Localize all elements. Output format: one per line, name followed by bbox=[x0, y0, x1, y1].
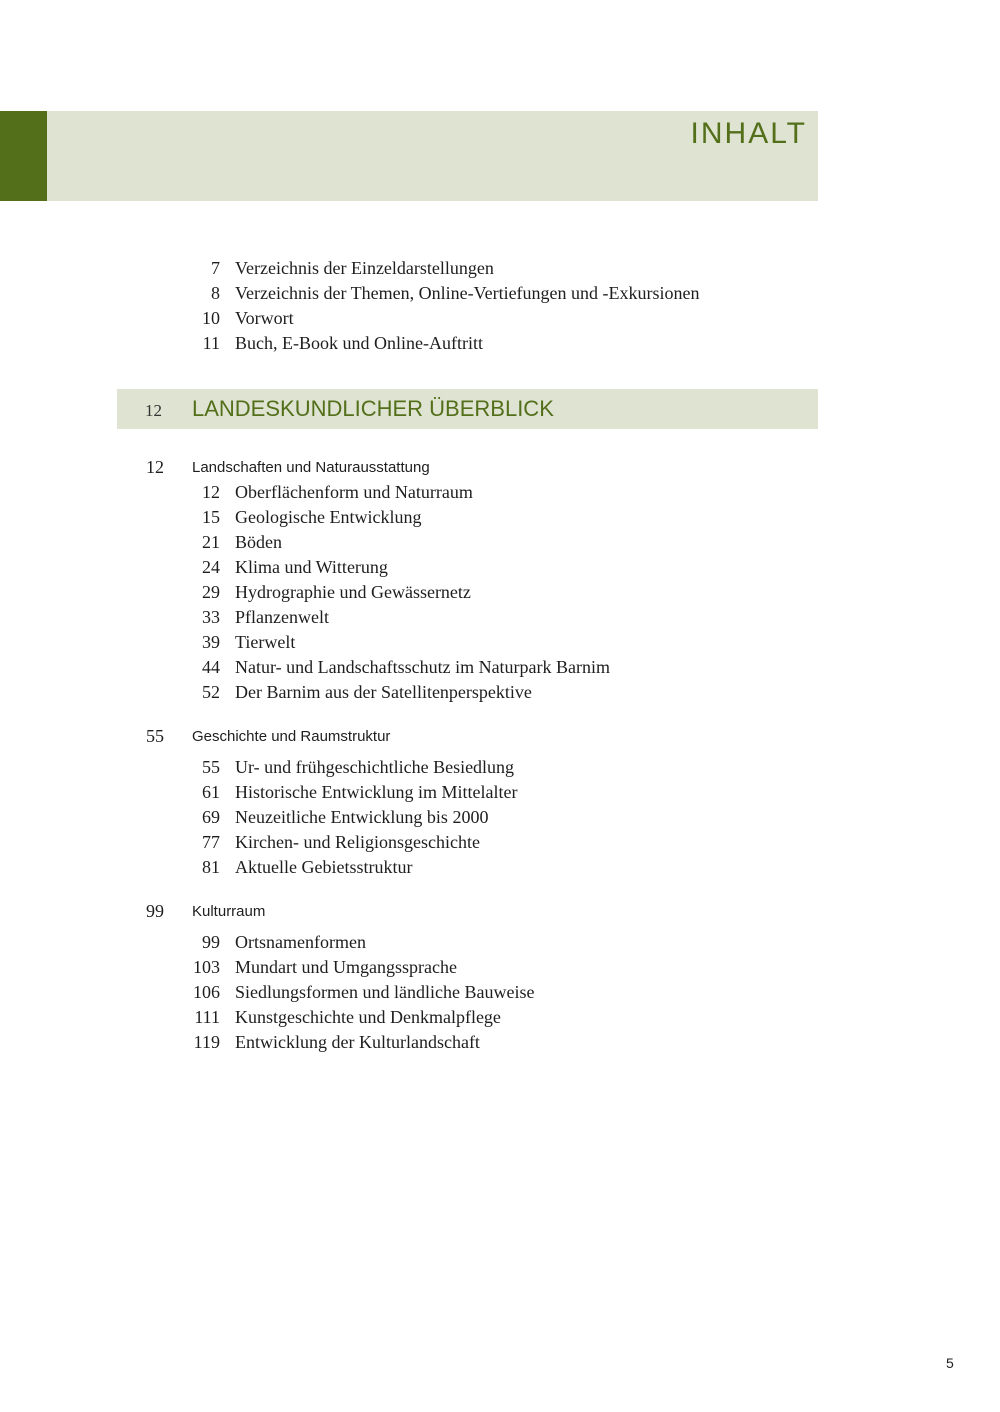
group-title: Landschaften und Naturausstattung bbox=[192, 459, 430, 476]
page-title: INHALT bbox=[690, 117, 807, 150]
toc-page-number: 61 bbox=[202, 782, 220, 802]
toc-entry-title: Kunstgeschichte und Denkmalpflege bbox=[235, 1007, 501, 1027]
toc-page-number: 29 bbox=[202, 582, 220, 602]
toc-entry-title: Mundart und Umgangssprache bbox=[235, 957, 457, 977]
toc-entry-title: Kirchen- und Religionsgeschichte bbox=[235, 832, 480, 852]
toc-page-number: 106 bbox=[193, 982, 220, 1002]
toc-page-number: 8 bbox=[211, 283, 220, 303]
toc-page-number: 39 bbox=[202, 632, 220, 652]
toc-page-number: 99 bbox=[202, 932, 220, 952]
toc-entry-title: Natur- und Landschaftsschutz im Naturpark Barnim bbox=[235, 657, 611, 677]
toc-page-number: 77 bbox=[202, 832, 220, 852]
toc-entry-title: Vorwort bbox=[235, 308, 294, 328]
toc-page-number: 11 bbox=[202, 333, 220, 353]
header-band bbox=[0, 111, 818, 201]
toc-entry-title: Buch, E-Book und Online-Auftritt bbox=[235, 333, 483, 353]
toc-entry-title: Entwicklung der Kulturlandschaft bbox=[235, 1032, 480, 1052]
toc-entry-title: Siedlungsformen und ländliche Bauweise bbox=[235, 982, 535, 1002]
section-title: LANDESKUNDLICHER ÜBERBLICK bbox=[192, 396, 554, 421]
toc-entry-title: Böden bbox=[235, 532, 282, 552]
page-number: 5 bbox=[946, 1355, 954, 1371]
toc-entry-title: Oberflächenform und Naturraum bbox=[235, 482, 473, 502]
toc-page-number: 52 bbox=[202, 682, 220, 702]
toc-entry-title: Klima und Witterung bbox=[235, 557, 388, 577]
toc-entry-title: Tierwelt bbox=[235, 632, 296, 652]
group-title: Kulturraum bbox=[192, 903, 266, 920]
toc-page-number: 119 bbox=[193, 1032, 220, 1052]
toc-entry-title: Verzeichnis der Themen, Online-Vertiefungen und -Exkursionen bbox=[235, 283, 700, 303]
toc-entry-title: Ur- und frühgeschichtliche Besiedlung bbox=[235, 757, 515, 777]
toc-page-number: 55 bbox=[202, 757, 220, 777]
toc-page-number: 10 bbox=[202, 308, 220, 328]
toc-page-number: 12 bbox=[202, 482, 220, 502]
section-heading[interactable] bbox=[117, 389, 818, 429]
toc-page-number: 111 bbox=[194, 1007, 220, 1027]
toc-page-number: 21 bbox=[202, 532, 220, 552]
toc-entry-title: Hydrographie und Gewässernetz bbox=[235, 582, 471, 602]
toc-entry-title: Der Barnim aus der Satellitenperspektive bbox=[235, 682, 532, 702]
group-title: Geschichte und Raumstruktur bbox=[192, 728, 391, 745]
group-page-number: 55 bbox=[146, 726, 164, 746]
toc-page-number: 44 bbox=[202, 657, 220, 677]
toc-page-number: 15 bbox=[202, 507, 220, 527]
section-page-number: 12 bbox=[145, 401, 162, 420]
toc-entry-title: Geologische Entwicklung bbox=[235, 507, 422, 527]
header-accent-bar bbox=[0, 111, 47, 201]
group-page-number: 99 bbox=[146, 901, 164, 921]
toc-entry-title: Pflanzenwelt bbox=[235, 607, 329, 627]
group-page-number: 12 bbox=[146, 457, 164, 477]
toc-entry-title: Verzeichnis der Einzeldarstellungen bbox=[235, 258, 494, 278]
toc-entry-title: Ortsnamenformen bbox=[235, 932, 366, 952]
toc-page-number: 24 bbox=[202, 557, 220, 577]
toc-entry-title: Aktuelle Gebietsstruktur bbox=[235, 857, 413, 877]
toc-page-number: 7 bbox=[211, 258, 220, 278]
toc-page-number: 103 bbox=[193, 957, 220, 977]
toc-page-number: 69 bbox=[202, 807, 220, 827]
toc-page-number: 81 bbox=[202, 857, 220, 877]
toc-entry-title: Historische Entwicklung im Mittelalter bbox=[235, 782, 518, 802]
toc-page-number: 33 bbox=[202, 607, 220, 627]
toc-entry-title: Neuzeitliche Entwicklung bis 2000 bbox=[235, 807, 489, 827]
